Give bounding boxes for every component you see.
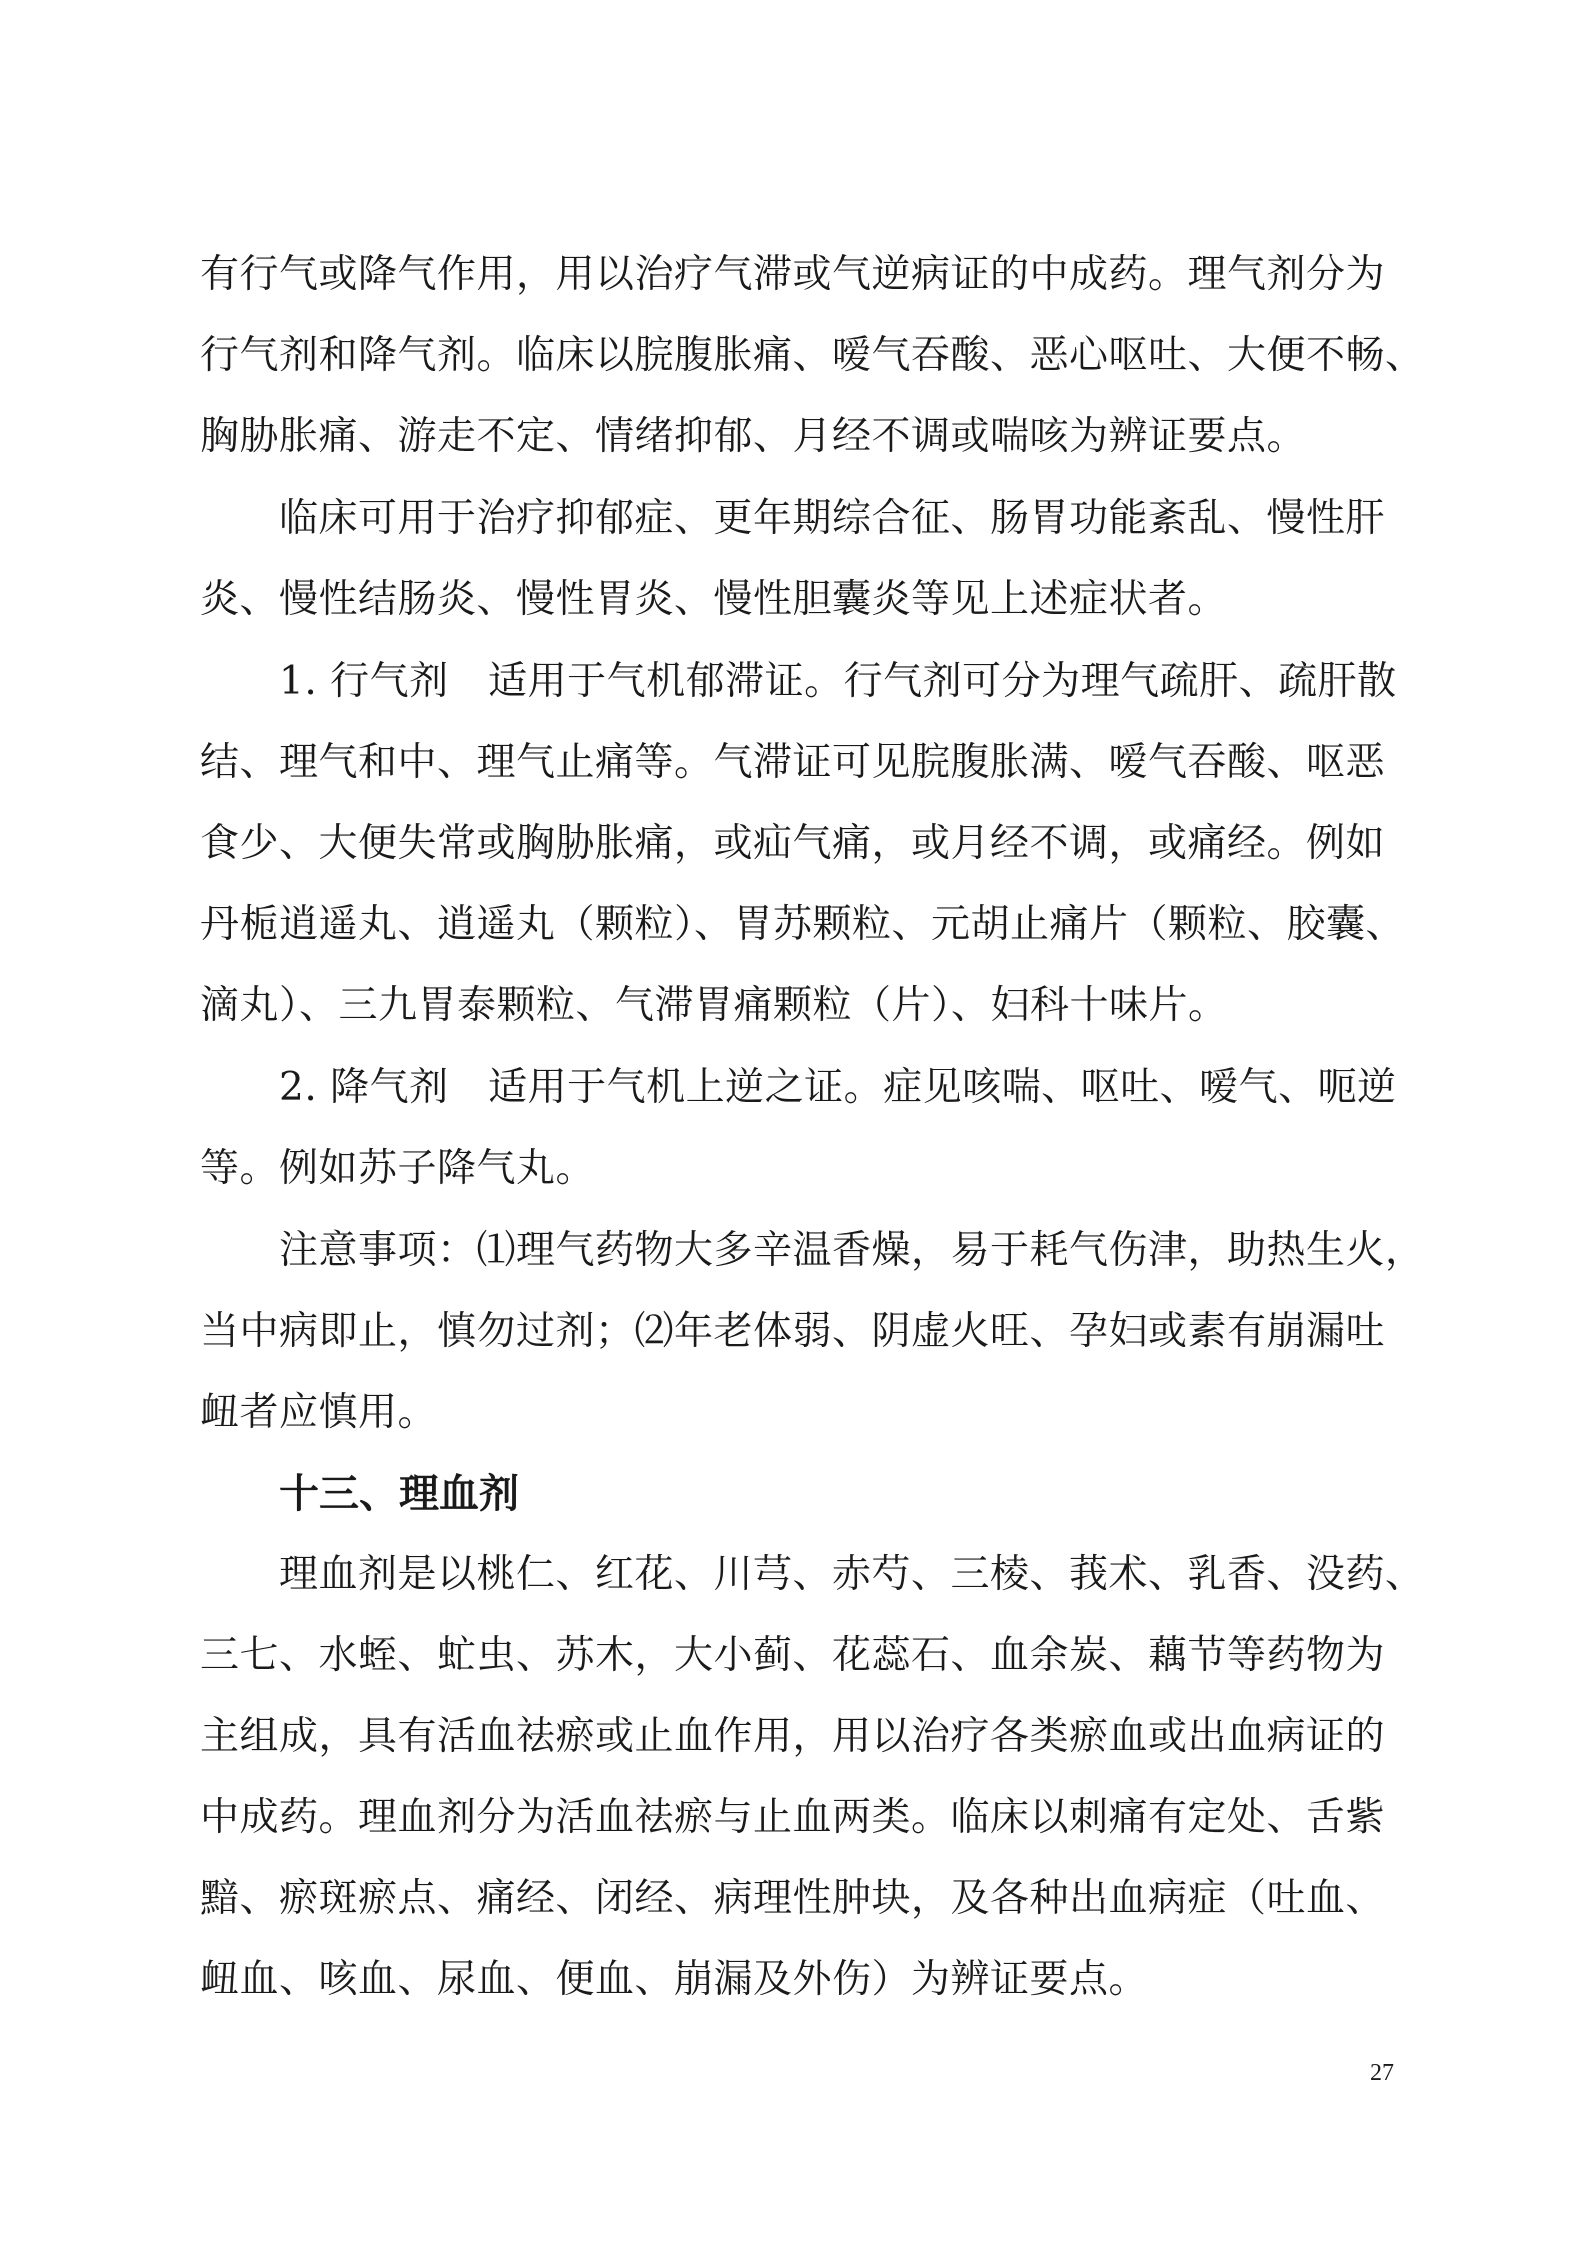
text-line: 三七、水蛭、虻虫、苏木，大小蓟、花蕊石、血余炭、藕节等药物为 [200, 1633, 1386, 1678]
text-line: 理血剂是以桃仁、红花、川芎、赤芍、三棱、莪术、乳香、没药、 [279, 1552, 1425, 1597]
section-heading: 十三、理血剂 [279, 1471, 519, 1517]
text-line: 衄血、咳血、尿血、便血、崩漏及外伤）为辨证要点。 [200, 1957, 1149, 2002]
text-line: 主组成，具有活血祛瘀或止血作用，用以治疗各类瘀血或出血病证的 [200, 1714, 1386, 1759]
text-line: 丹栀逍遥丸、逍遥丸（颗粒）、胃苏颗粒、元胡止痛片（颗粒、胶囊、 [200, 902, 1406, 947]
text-line: 食少、大便失常或胸胁胀痛，或疝气痛，或月经不调，或痛经。例如 [200, 821, 1386, 866]
text-line: 注意事项：⑴理气药物大多辛温香燥，易于耗气伤津，助热生火， [279, 1228, 1425, 1273]
text-line: 临床可用于治疗抑郁症、更年期综合征、肠胃功能紊乱、慢性肝 [279, 496, 1386, 541]
text-line: 有行气或降气作用，用以治疗气滞或气逆病证的中成药。理气剂分为 [200, 252, 1386, 297]
text-line: 结、理气和中、理气止痛等。气滞证可见脘腹胀满、嗳气吞酸、呕恶 [200, 740, 1386, 785]
page-number: 27 [1370, 2060, 1394, 2086]
text-line: 当中病即止，慎勿过剂；⑵年老体弱、阴虚火旺、孕妇或素有崩漏吐 [200, 1309, 1386, 1354]
text-line: 黯、瘀斑瘀点、痛经、闭经、病理性肿块，及各种出血病症（吐血、 [200, 1876, 1386, 1921]
text-line: 行气剂和降气剂。临床以脘腹胀痛、嗳气吞酸、恶心呕吐、大便不畅、 [200, 333, 1425, 378]
text-line: 滴丸）、三九胃泰颗粒、气滞胃痛颗粒（片）、妇科十味片。 [200, 983, 1228, 1028]
text-line: 1. 行气剂 适用于气机郁滞证。行气剂可分为理气疏肝、疏肝散 [279, 659, 1397, 704]
text-line: 中成药。理血剂分为活血祛瘀与止血两类。临床以刺痛有定处、舌紫 [200, 1795, 1386, 1840]
text-line: 等。例如苏子降气丸。 [200, 1146, 596, 1191]
text-line: 炎、慢性结肠炎、慢性胃炎、慢性胆囊炎等见上述症状者。 [200, 577, 1228, 622]
text-line: 2. 降气剂 适用于气机上逆之证。症见咳喘、呕吐、嗳气、呃逆 [279, 1065, 1397, 1110]
text-line: 胸胁胀痛、游走不定、情绪抑郁、月经不调或喘咳为辨证要点。 [200, 414, 1307, 459]
text-line: 衄者应慎用。 [200, 1390, 438, 1435]
